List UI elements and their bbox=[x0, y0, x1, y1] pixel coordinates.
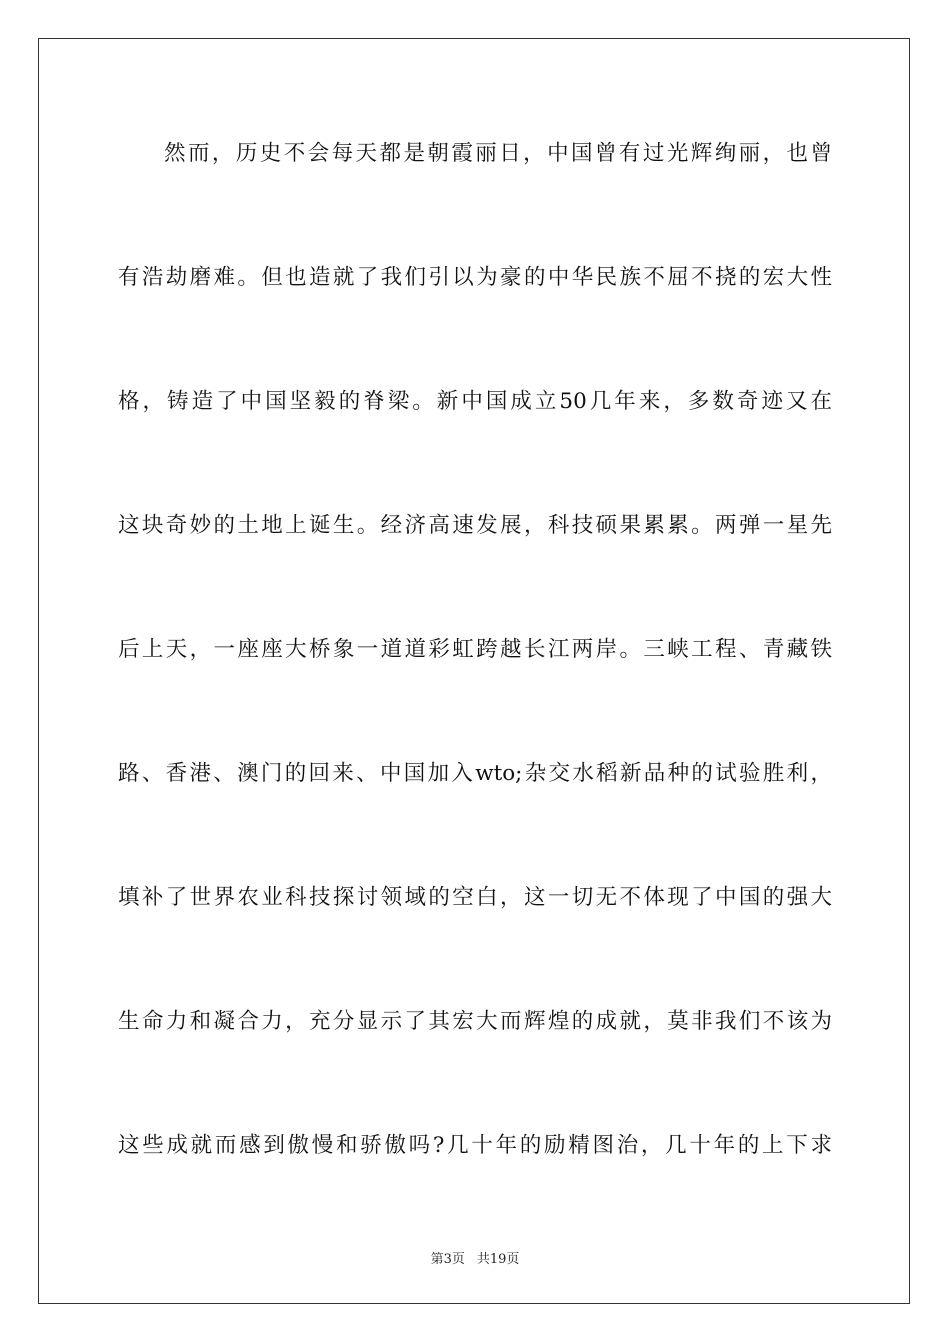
paragraph-line: 生命力和凝合力，充分显示了其宏大而辉煌的成就，莫非我们不该为 bbox=[118, 1009, 832, 1034]
paragraph-line: 有浩劫磨难。但也造就了我们引以为豪的中华民族不屈不挠的宏大性 bbox=[118, 265, 832, 290]
paragraph-line: 路、香港、澳门的回来、中国加入wto;杂交水稻新品种的试验胜利， bbox=[118, 761, 832, 786]
page-footer bbox=[0, 1248, 950, 1267]
document-body bbox=[118, 132, 832, 1248]
paragraph-line: 格，铸造了中国坚毅的脊梁。新中国成立50几年来，多数奇迹又在 bbox=[118, 389, 832, 414]
page-total: 共19页 bbox=[476, 1252, 520, 1267]
paragraph-line: 然而，历史不会每天都是朝霞丽日，中国曾有过光辉绚丽，也曾 bbox=[164, 141, 832, 166]
paragraph-line: 填补了世界农业科技探讨领域的空白，这一切无不体现了中国的强大 bbox=[118, 885, 832, 910]
paragraph-line: 这块奇妙的土地上诞生。经济高速发展，科技硕果累累。两弹一星先 bbox=[118, 513, 832, 538]
paragraph-line: 这些成就而感到傲慢和骄傲吗?几十年的励精图治，几十年的上下求 bbox=[118, 1133, 832, 1158]
page-number: 第3页 bbox=[430, 1252, 465, 1267]
paragraph-line: 后上天，一座座大桥象一道道彩虹跨越长江两岸。三峡工程、青藏铁 bbox=[118, 637, 832, 662]
